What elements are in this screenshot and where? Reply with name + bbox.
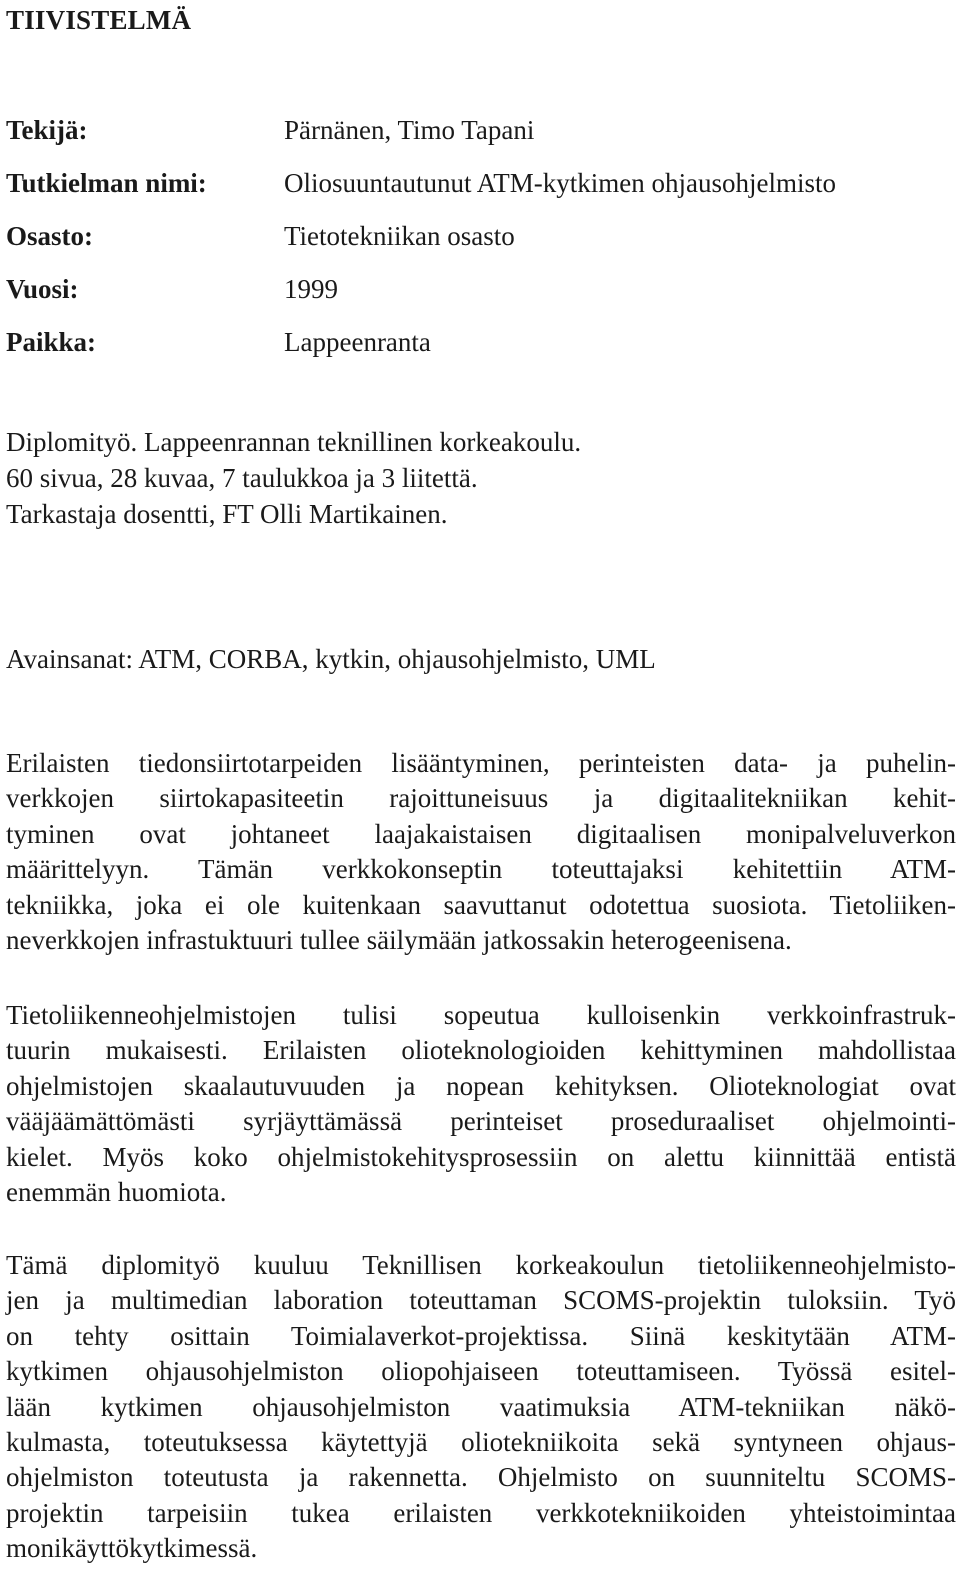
text-line: Erilaisten tiedonsiirtotarpeiden lisääntyminen, perinteisten data- ja puhelin- <box>6 748 956 778</box>
text-line: enemmän huomiota. <box>6 1176 227 1207</box>
text-line: tyminen ovat johtaneet laajakaistaisen digitaalisen monipalveluverkon <box>6 818 956 849</box>
page-title: TIIVISTELMÄ <box>6 5 192 35</box>
thesis-info <box>6 424 581 532</box>
meta-value: Tietotekniikan osasto <box>284 221 515 251</box>
meta-value: Oliosuuntautunut ATM-kytkimen ohjausohjelmisto <box>284 168 836 198</box>
info-line: Diplomityö. Lappeenrannan teknillinen korkeakoulu. <box>6 427 582 457</box>
abstract-paragraph-3 <box>6 1248 956 1567</box>
abstract-paragraph-2 <box>6 998 956 1210</box>
text-line: verkkojen siirtokapasiteetin rajoittuneisuus ja digitaalitekniikan kehit- <box>6 783 956 814</box>
text-line: on tehty osittain Toimialaverkot-projektissa. Siinä keskitytään ATM- <box>6 1320 956 1351</box>
meta-label: Vuosi: <box>6 274 79 304</box>
text-line: neverkkojen infrastuktuuri tullee säilymään jatkossakin heterogeenisena. <box>6 924 792 955</box>
text-line: vääjäämättömästi syrjäyttämässä perinteiset proseduraaliset ohjelmointi- <box>6 1106 956 1137</box>
text-line: tuurin mukaisesti. Erilaisten olioteknologioiden kehittyminen mahdollistaa <box>6 1035 956 1066</box>
text-line: jen ja multimedian laboration toteuttaman SCOMS-projektin tuloksiin. Työ <box>6 1285 956 1316</box>
text-line: Tämä diplomityö kuuluu Teknillisen korkeakoulun tietoliikenneohjelmisto- <box>6 1250 956 1280</box>
text-line: määrittelyyn. Tämän verkkokonseptin toteuttajaksi kehitettiin ATM- <box>6 854 956 885</box>
meta-label: Paikka: <box>6 327 97 357</box>
meta-row-author <box>6 104 956 157</box>
text-line: monikäyttökytkimessä. <box>6 1533 258 1564</box>
meta-row-year <box>6 263 956 316</box>
text-line: ohjelmistojen skaalautuvuuden ja nopean kehityksen. Olioteknologiat ovat <box>6 1070 956 1101</box>
text-line: projektin tarpeisiin tukea erilaisten verkkotekniikoiden yhteistoimintaa <box>6 1497 956 1528</box>
abstract-paragraph-1 <box>6 746 956 958</box>
meta-value: Lappeenranta <box>284 327 431 357</box>
text-line: lään kytkimen ohjausohjelmiston vaatimuksia ATM-tekniikan näkö- <box>6 1391 956 1422</box>
meta-label: Tekijä: <box>6 115 88 145</box>
text-line: Tietoliikenneohjelmistojen tulisi sopeutua kulloisenkin verkkoinfrastruk- <box>6 1000 956 1030</box>
meta-label: Osasto: <box>6 221 93 251</box>
text-line: tekniikka, joka ei ole kuitenkaan saavuttanut odotettua suosiota. Tietoliiken- <box>6 889 956 920</box>
meta-row-place <box>6 316 956 369</box>
info-line: Tarkastaja dosentti, FT Olli Martikainen. <box>6 499 448 529</box>
text-line: ohjelmiston toteutusta ja rakennetta. Ohjelmisto on suunniteltu SCOMS- <box>6 1462 956 1493</box>
text-line: kulmasta, toteutuksessa käytettyjä oliotekniikoita sekä syntyneen ohjaus- <box>6 1426 956 1457</box>
metadata-table <box>6 104 956 369</box>
info-line: 60 sivua, 28 kuvaa, 7 taulukkoa ja 3 liitettä. <box>6 463 478 493</box>
text-line: kielet. Myös koko ohjelmistokehitysprosessiin on alettu kiinnittää entistä <box>6 1141 956 1172</box>
meta-value: Pärnänen, Timo Tapani <box>284 115 535 145</box>
meta-row-thesis-title <box>6 157 956 210</box>
meta-row-department <box>6 210 956 263</box>
keywords-line: Avainsanat: ATM, CORBA, kytkin, ohjausohjelmisto, UML <box>6 644 656 674</box>
meta-value: 1999 <box>284 274 338 304</box>
meta-label: Tutkielman nimi: <box>6 168 207 198</box>
text-line: kytkimen ohjausohjelmiston oliopohjaiseen toteuttamiseen. Työssä esitel- <box>6 1356 956 1387</box>
